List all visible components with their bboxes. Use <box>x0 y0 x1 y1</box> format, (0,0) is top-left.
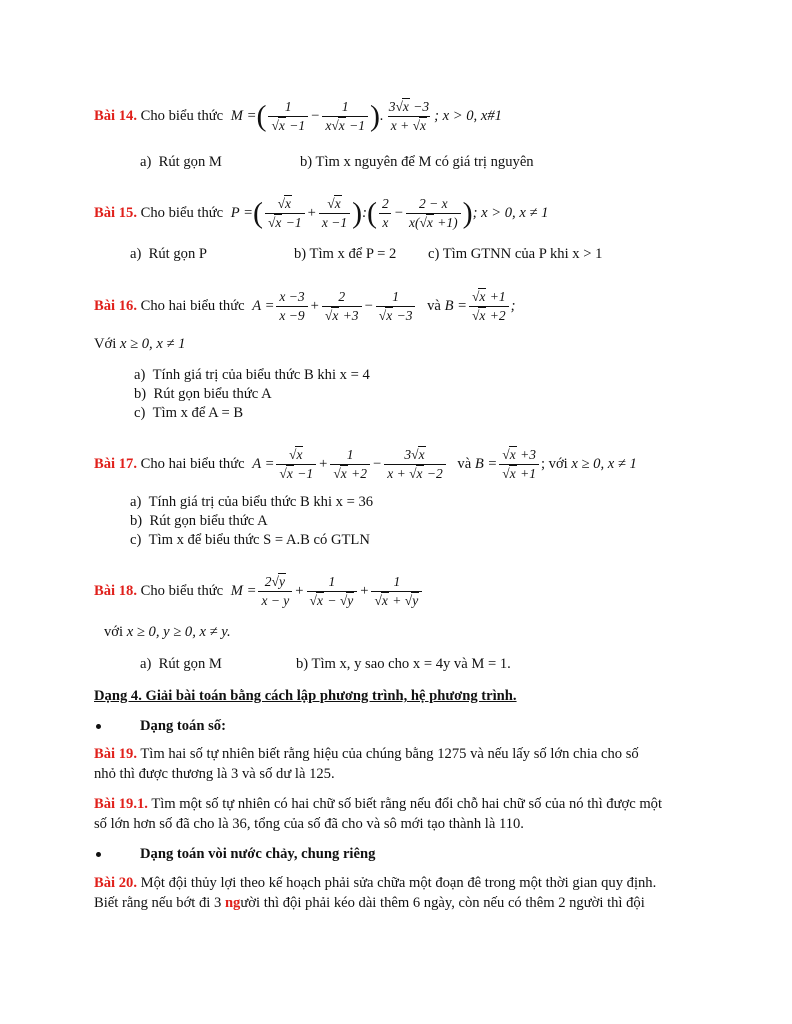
problem-14-part-b: b) Tìm x nguyên để M có giá trị nguyên <box>300 154 534 170</box>
problem-16 <box>94 289 516 324</box>
problem-15-part-b: b) Tìm x để P = 2 <box>294 246 397 262</box>
problem-label: Bài 16. <box>94 297 137 314</box>
highlighted-text: ng <box>224 895 241 911</box>
problem-text: Một đội thủy lợi theo kế hoạch phải sửa chữa một đoạn đê trong một thời gian quy định. <box>140 875 657 891</box>
problem-intro: Cho biểu thức <box>140 582 224 599</box>
condition: x > 0, x ≠ 1 <box>481 204 549 221</box>
bullet-icon <box>96 724 101 729</box>
section-heading: Dạng 4. Giải bài toán bằng cách lập phương trình, hệ phương trình. <box>94 688 517 704</box>
problem-20-line-2 <box>94 893 645 913</box>
condition: x > 0, x#1 <box>442 107 502 124</box>
problem-text: Tìm một số tự nhiên có hai chữ số biết rằng nếu đổi chỗ hai chữ số của nó thì được một <box>151 796 663 812</box>
problem-20-line-1 <box>94 873 656 893</box>
problem-label: Bài 18. <box>94 582 137 599</box>
problem-15-part-a: a) Rút gọn P <box>130 246 208 262</box>
problem-17-part-a: a) Tính giá trị của biểu thức B khi x = 36 <box>130 494 374 510</box>
bullet-icon <box>96 852 101 857</box>
problem-intro: Cho hai biểu thức <box>140 297 245 314</box>
conjunction: và <box>457 455 472 472</box>
problem-label: Bài 19.1. <box>94 796 148 812</box>
problem-18-part-b: b) Tìm x, y sao cho x = 4y và M = 1. <box>296 656 511 672</box>
problem-18-part-a: a) Rút gọn M <box>140 656 222 672</box>
condition: x ≥ 0, y ≥ 0, x ≠ y. <box>126 624 231 640</box>
formula-p: P =( $\frac{√x}{√x -1}$ + $\frac{√x}{x -1}$ ):( $\frac{2}{x}$ − $\frac{2 - x}{x(√x +1)}$ ); <box>230 196 478 230</box>
problem-label: Bài 17. <box>94 455 137 472</box>
problem-text: ười thì đội phải kéo dài thêm 6 ngày, còn nếu có thêm 2 người thì đội <box>240 895 645 911</box>
problem-16-part-a: a) Tính giá trị của biểu thức B khi x = 4 <box>134 367 370 383</box>
problem-18-condition <box>104 622 231 642</box>
problem-18 <box>94 574 424 609</box>
problem-label: Bài 20. <box>94 875 137 891</box>
formula-b: B = $\frac{√x +1}{√x +2}$ ; <box>444 289 516 323</box>
conjunction: và <box>427 297 441 314</box>
subsection-heading: Dạng toán số: <box>140 718 226 734</box>
problem-16-part-b: b) Rút gọn biểu thức A <box>134 386 272 402</box>
problem-intro: Cho hai biểu thức <box>140 455 245 472</box>
problem-19-line-1 <box>94 744 639 764</box>
problem-label: Bài 14. <box>94 107 137 124</box>
with-label: ; với <box>540 455 568 472</box>
problem-14-part-a: a) Rút gọn M <box>140 154 222 170</box>
problem-label: Bài 19. <box>94 746 137 762</box>
problem-16-condition <box>94 334 185 354</box>
with-label: Với <box>94 336 117 352</box>
problem-19-1-line-1 <box>94 794 662 814</box>
formula-m: M =( $\frac{1}{√x -1}$ − $\frac{1}{x√x -1}$ ). $\frac{3√x -3}{x + √x}$ ; <box>230 99 439 133</box>
formula-a: A = $\frac{x -3}{x -9}$ + $\frac{2}{√x +3}$ − $\frac{1}{√x -3}$ <box>252 298 417 314</box>
problem-intro: Cho biểu thức <box>140 107 224 124</box>
formula-a: A = $\frac{√x}{√x -1}$ + $\frac{1}{√x +2}$ − $\frac{3√x}{x + √x -2}$ <box>252 456 448 472</box>
problem-16-part-c: c) Tìm x để A = B <box>134 405 244 421</box>
problem-15-part-c: c) Tìm GTNN của P khi x > 1 <box>428 246 603 262</box>
condition: x ≥ 0, x ≠ 1 <box>571 455 637 472</box>
problem-intro: Cho biểu thức <box>140 204 224 221</box>
problem-label: Bài 15. <box>94 204 137 221</box>
subsection-heading: Dạng toán vòi nước chảy, chung riêng <box>140 846 376 862</box>
with-label: với <box>104 624 124 640</box>
problem-19-1-line-2: số lớn hơn số đã cho là 36, tổng của số đã cho và sô mới tạo thành là 110. <box>94 816 524 832</box>
problem-text: Tìm hai số tự nhiên biết rằng hiệu của chúng bằng 1275 và nếu lấy số lớn chia cho số <box>140 746 639 762</box>
formula-m: M = $\frac{2√y}{x - y}$ + $\frac{1}{√x - √y}$ + $\frac{1}{√x + √y}$ <box>231 583 424 599</box>
condition: x ≥ 0, x ≠ 1 <box>119 336 186 352</box>
problem-15 <box>94 196 548 231</box>
problem-19-line-2: nhỏ thì được thương là 3 và số dư là 125. <box>94 766 335 782</box>
problem-17-part-b: b) Rút gọn biểu thức A <box>130 513 268 529</box>
problem-17-part-c: c) Tìm x để biểu thức S = A.B có GTLN <box>130 532 370 548</box>
problem-text: Biết rằng nếu bớt đi 3 <box>94 895 225 911</box>
formula-b: B = $\frac{√x +3}{√x +1}$ <box>475 456 541 472</box>
problem-17 <box>94 447 637 482</box>
problem-14 <box>94 99 502 134</box>
